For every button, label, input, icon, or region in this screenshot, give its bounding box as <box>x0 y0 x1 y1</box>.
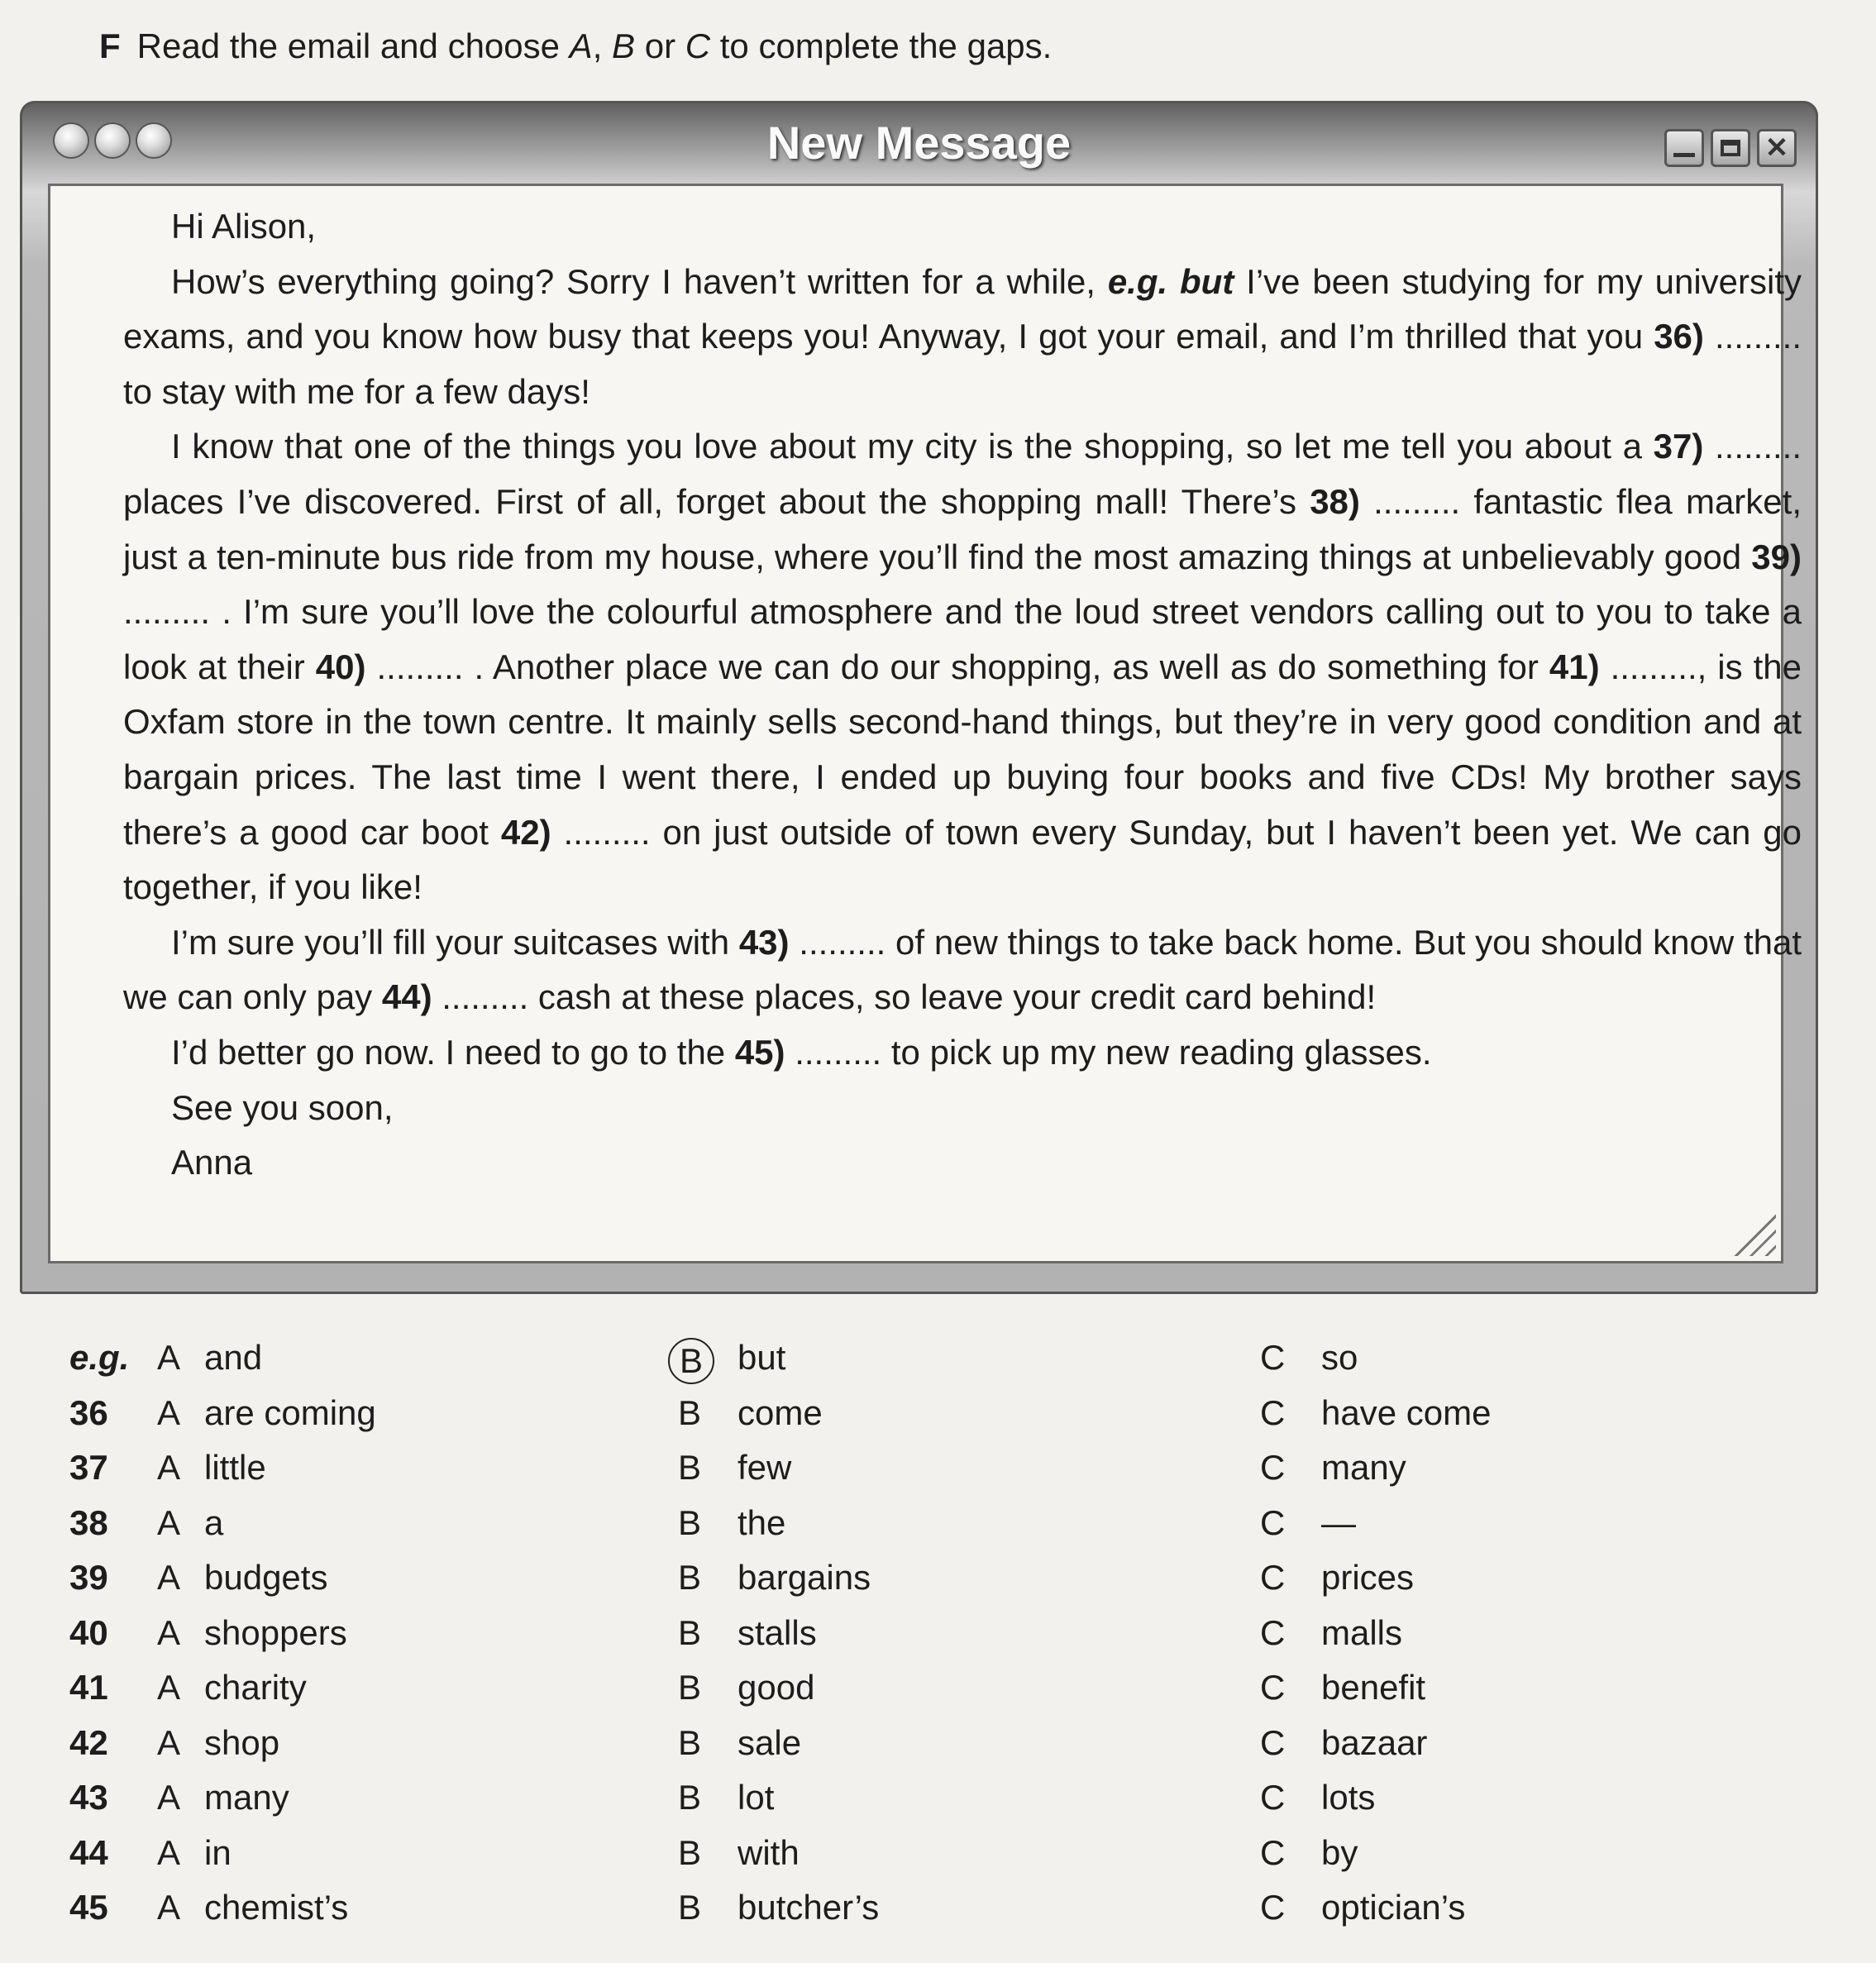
option-row-40 <box>69 1613 1806 1669</box>
option-c-letter[interactable]: C <box>1260 1612 1286 1652</box>
option-c-letter[interactable]: C <box>1260 1502 1286 1542</box>
option-b-letter[interactable]: B <box>678 1668 702 1707</box>
minimize-button[interactable] <box>1664 129 1704 167</box>
option-a-text: a <box>204 1502 224 1542</box>
option-a-letter[interactable]: A <box>157 1722 181 1762</box>
gap-44: 44) <box>381 977 432 1017</box>
option-b-text: with <box>738 1832 800 1872</box>
option-b-letter[interactable]: B <box>678 1722 702 1762</box>
gap-42: 42) <box>500 812 551 852</box>
option-b-letter[interactable]: B <box>678 1502 702 1542</box>
option-a-letter[interactable]: A <box>157 1832 181 1872</box>
email-text-run: ......... to stay with me for a few days! <box>123 317 1802 411</box>
option-c-letter[interactable]: C <box>1260 1668 1286 1707</box>
option-c-text: — <box>1321 1502 1356 1542</box>
option-b-letter[interactable]: B <box>678 1832 702 1872</box>
email-text-run: ......... of new things to take back home. But you should know that we can only pay <box>123 922 1802 1017</box>
question-number: e.g. <box>69 1338 130 1377</box>
email-text-run: ......... on just outside of town every Sunday, but I haven’t been yet. We can go together, if you like! <box>123 812 1802 907</box>
close-icon: ✕ <box>1764 132 1789 164</box>
email-text <box>123 199 1802 1191</box>
gap-38: 38) <box>1310 481 1360 521</box>
email-text-run: ......... cash at these places, so leave your credit card behind! <box>432 977 1377 1017</box>
gap-39: 39) <box>1751 537 1802 576</box>
question-number: 45 <box>69 1888 108 1927</box>
option-row-43 <box>69 1778 1806 1833</box>
option-c-text: by <box>1321 1832 1358 1872</box>
option-row-37 <box>69 1448 1806 1503</box>
option-a-text: little <box>204 1448 266 1487</box>
option-a-letter[interactable]: A <box>157 1338 181 1377</box>
task-letter: F <box>99 26 121 65</box>
question-number: 36 <box>69 1392 108 1432</box>
instruction-text-end: to complete the gaps. <box>710 26 1053 65</box>
gap-37: 37) <box>1653 427 1704 466</box>
close-button[interactable] <box>1757 129 1797 167</box>
option-c-text: lots <box>1321 1778 1376 1817</box>
instruction-text: Read the email and choose <box>136 26 570 65</box>
option-b-text: sale <box>738 1722 802 1762</box>
option-a-text: shop <box>204 1722 280 1762</box>
option-b-letter[interactable]: B <box>678 1558 702 1597</box>
option-b-text: stalls <box>738 1612 817 1652</box>
window-controls <box>1664 129 1797 167</box>
option-b-letter[interactable]: B <box>678 1392 702 1432</box>
maximize-icon <box>1721 140 1740 156</box>
answer-options <box>69 1338 1806 1943</box>
option-b-letter-circled[interactable] <box>678 1338 714 1384</box>
email-text-run: How’s everything going? Sorry I haven’t written for a while, <box>171 261 1108 301</box>
option-c-letter[interactable]: C <box>1260 1338 1286 1377</box>
option-c-text: malls <box>1321 1612 1403 1652</box>
option-c-text: bazaar <box>1321 1722 1428 1762</box>
option-b-text: lot <box>738 1778 775 1817</box>
option-a-letter[interactable]: A <box>157 1888 181 1927</box>
email-paragraph-1 <box>123 255 1802 420</box>
window-title: New Message <box>766 117 1072 169</box>
email-greeting: Hi Alison, <box>171 207 317 246</box>
option-a-letter[interactable]: A <box>157 1448 181 1487</box>
option-c-text: optician’s <box>1321 1888 1466 1927</box>
option-c-text: many <box>1321 1448 1406 1487</box>
option-c-text: have come <box>1321 1392 1492 1432</box>
circled-answer-icon: B <box>668 1338 714 1384</box>
option-b-text: bargains <box>738 1558 871 1597</box>
option-a-letter[interactable]: A <box>157 1778 181 1817</box>
email-closing: See you soon, <box>171 1087 394 1127</box>
option-row-45 <box>69 1888 1806 1943</box>
option-b-text: but <box>738 1338 786 1377</box>
option-c-letter[interactable]: C <box>1260 1832 1286 1872</box>
minimize-icon <box>1673 153 1695 157</box>
option-c-letter[interactable]: C <box>1260 1888 1286 1927</box>
option-b-text: butcher’s <box>738 1888 880 1927</box>
option-a-text: budgets <box>204 1558 328 1597</box>
resize-grip-icon[interactable] <box>1726 1206 1776 1256</box>
email-paragraph-2 <box>123 419 1802 915</box>
option-b-text: come <box>738 1392 823 1432</box>
option-a-text: and <box>204 1338 263 1377</box>
option-row-41 <box>69 1668 1806 1723</box>
email-text-run: I’d better go now. I need to go to the <box>171 1032 735 1072</box>
option-b-text: the <box>738 1502 786 1542</box>
option-row-39 <box>69 1558 1806 1613</box>
option-c-letter[interactable]: C <box>1260 1778 1286 1817</box>
instruction-comma: , <box>592 26 613 65</box>
option-b-letter[interactable]: B <box>678 1612 702 1652</box>
question-number: 44 <box>69 1832 108 1872</box>
gap-36: 36) <box>1654 317 1704 356</box>
email-text-run: I’m sure you’ll fill your suitcases with <box>171 922 739 962</box>
question-number: 40 <box>69 1612 108 1652</box>
option-a-text: shoppers <box>204 1612 347 1652</box>
option-a-letter[interactable]: A <box>157 1668 181 1707</box>
option-b-letter[interactable]: B <box>678 1778 702 1817</box>
question-number: 38 <box>69 1502 108 1542</box>
option-letter-c: C <box>685 26 711 65</box>
example-answer: e.g. but <box>1107 261 1234 301</box>
question-number: 37 <box>69 1448 108 1487</box>
option-b-text: few <box>738 1448 792 1487</box>
option-c-letter[interactable]: C <box>1260 1448 1286 1487</box>
option-c-letter[interactable]: C <box>1260 1722 1286 1762</box>
email-text-run: ......... places I’ve discovered. First of all, forget about the shopping mall! There’s <box>123 427 1802 521</box>
option-row-38 <box>69 1503 1806 1559</box>
new-message-window <box>20 101 1818 1294</box>
email-text-run: ......... . Another place we can do our shopping, as well as do something for <box>365 647 1549 686</box>
option-c-letter[interactable]: C <box>1260 1392 1286 1432</box>
option-c-text: prices <box>1321 1558 1415 1597</box>
option-b-letter[interactable]: B <box>678 1888 702 1927</box>
task-instruction <box>99 23 1052 69</box>
email-signature: Anna <box>171 1143 253 1182</box>
option-c-text: so <box>1321 1338 1358 1377</box>
gap-41: 41) <box>1549 647 1600 686</box>
option-a-text: are coming <box>204 1392 376 1432</box>
option-a-letter[interactable]: A <box>157 1558 181 1597</box>
maximize-button[interactable] <box>1711 129 1750 167</box>
gap-43: 43) <box>738 922 790 962</box>
email-text-run: ......... to pick up my new reading glasses. <box>785 1032 1432 1072</box>
option-c-letter[interactable]: C <box>1260 1558 1286 1597</box>
option-letter-b: B <box>612 26 636 65</box>
question-number: 39 <box>69 1558 108 1597</box>
option-row-36 <box>69 1393 1806 1449</box>
option-b-letter[interactable]: B <box>678 1448 702 1487</box>
option-b-text: good <box>738 1668 815 1707</box>
email-paragraph-4 <box>123 1025 1802 1081</box>
email-text-run: ......... fantastic flea market, just a ten-minute bus ride from my house, where you’ll find the most amazing things at unbelievably good <box>123 481 1802 576</box>
question-number: 41 <box>69 1668 108 1707</box>
option-a-text: in <box>204 1832 232 1872</box>
question-number: 42 <box>69 1722 108 1762</box>
option-row-42 <box>69 1723 1806 1779</box>
instruction-or: or <box>635 26 685 65</box>
email-text-run: I’ve been studying for my university exams, and you know how busy that keeps you! Anyway, I got your email, and I’m thrilled that you <box>123 261 1802 356</box>
email-paragraph-3 <box>123 915 1802 1025</box>
gap-40: 40) <box>315 647 366 686</box>
question-number: 43 <box>69 1778 108 1817</box>
option-a-letter[interactable]: A <box>157 1392 181 1432</box>
message-body <box>48 184 1802 1263</box>
email-text-run: ........., is the Oxfam store in the town centre. It mainly sells second-hand things, but they’re in very good condition and at bargain prices. The last time I went there, I ended up buying four books and five CDs! My brother says there’s a good car boot <box>123 647 1802 852</box>
option-row-example <box>69 1338 1806 1393</box>
option-a-text: many <box>204 1778 289 1817</box>
option-a-letter[interactable]: A <box>157 1502 181 1542</box>
email-text-run: I know that one of the things you love about my city is the shopping, so let me tell you about a <box>171 427 1654 466</box>
option-c-text: benefit <box>1321 1668 1426 1707</box>
option-a-text: chemist’s <box>204 1888 349 1927</box>
option-row-44 <box>69 1833 1806 1889</box>
gap-45: 45) <box>734 1032 785 1072</box>
option-a-letter[interactable]: A <box>157 1612 181 1652</box>
window-titlebar <box>20 101 1818 185</box>
option-letter-a: A <box>569 26 593 65</box>
option-a-text: charity <box>204 1668 307 1707</box>
email-text-run: ......... . I’m sure you’ll love the colourful atmosphere and the loud street vendors calling out to you to take a look at their <box>123 592 1802 686</box>
